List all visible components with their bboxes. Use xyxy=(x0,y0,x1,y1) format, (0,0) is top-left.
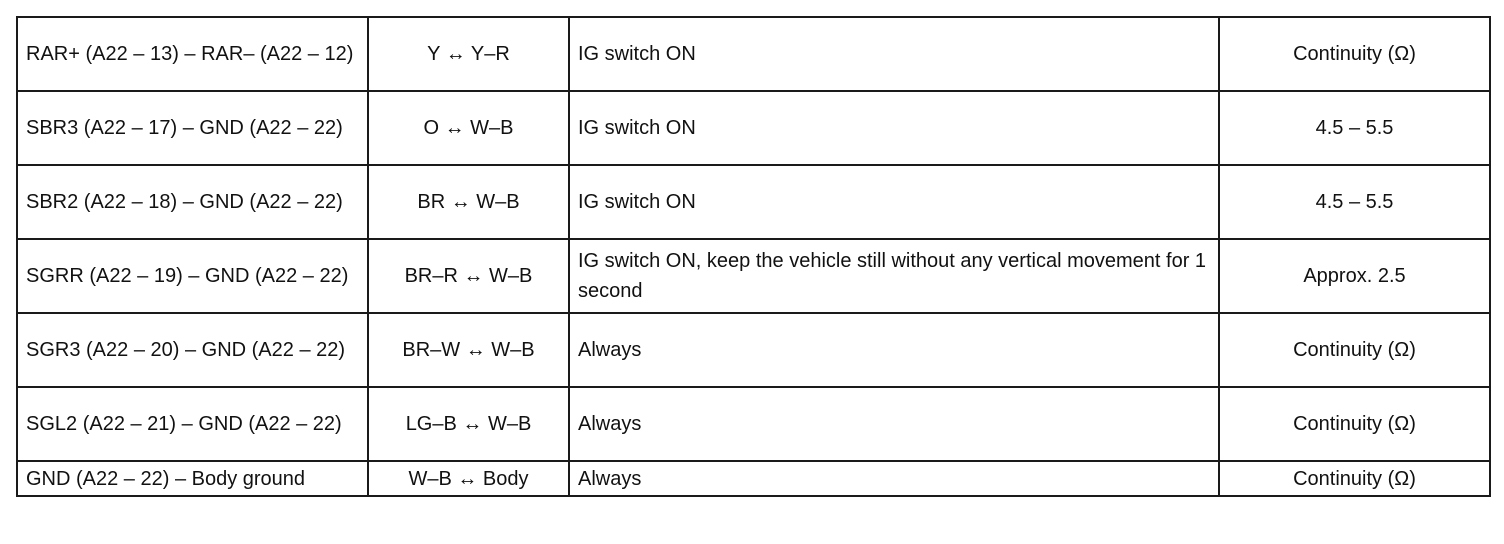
specified-condition-cell: Continuity (Ω) xyxy=(1219,313,1490,387)
table-row xyxy=(17,387,1490,461)
condition-cell: IG switch ON xyxy=(569,165,1219,239)
specified-condition-cell: Continuity (Ω) xyxy=(1219,387,1490,461)
terminal-cell: SGR3 (A22 – 20) – GND (A22 – 22) xyxy=(17,313,368,387)
terminal-inspection-table xyxy=(16,16,1491,497)
terminal-cell: SGRR (A22 – 19) – GND (A22 – 22) xyxy=(17,239,368,313)
table-row xyxy=(17,239,1490,313)
wiring-color-cell: BR ↔ W–B xyxy=(368,165,569,239)
condition-cell: IG switch ON xyxy=(569,91,1219,165)
condition-cell: IG switch ON xyxy=(569,17,1219,91)
wiring-color-cell: LG–B ↔ W–B xyxy=(368,387,569,461)
specified-condition-cell: 4.5 – 5.5 xyxy=(1219,91,1490,165)
terminal-cell: GND (A22 – 22) – Body ground xyxy=(17,461,368,496)
terminal-cell: SBR2 (A22 – 18) – GND (A22 – 22) xyxy=(17,165,368,239)
specified-condition-cell: 4.5 – 5.5 xyxy=(1219,165,1490,239)
table-row xyxy=(17,313,1490,387)
table-row xyxy=(17,165,1490,239)
table-row xyxy=(17,461,1490,496)
wiring-color-cell: W–B ↔ Body xyxy=(368,461,569,496)
wiring-color-cell: BR–W ↔ W–B xyxy=(368,313,569,387)
condition-cell: Always xyxy=(569,313,1219,387)
condition-cell: IG switch ON, keep the vehicle still without any vertical movement for 1 second xyxy=(569,239,1219,313)
specified-condition-cell: Continuity (Ω) xyxy=(1219,461,1490,496)
wiring-color-cell: BR–R ↔ W–B xyxy=(368,239,569,313)
terminal-cell: RAR+ (A22 – 13) – RAR– (A22 – 12) xyxy=(17,17,368,91)
table-row xyxy=(17,17,1490,91)
specified-condition-cell: Approx. 2.5 xyxy=(1219,239,1490,313)
table-row xyxy=(17,91,1490,165)
wiring-color-cell: O ↔ W–B xyxy=(368,91,569,165)
wiring-color-cell: Y ↔ Y–R xyxy=(368,17,569,91)
terminal-cell: SGL2 (A22 – 21) – GND (A22 – 22) xyxy=(17,387,368,461)
condition-cell: Always xyxy=(569,461,1219,496)
terminal-cell: SBR3 (A22 – 17) – GND (A22 – 22) xyxy=(17,91,368,165)
specified-condition-cell: Continuity (Ω) xyxy=(1219,17,1490,91)
condition-cell: Always xyxy=(569,387,1219,461)
